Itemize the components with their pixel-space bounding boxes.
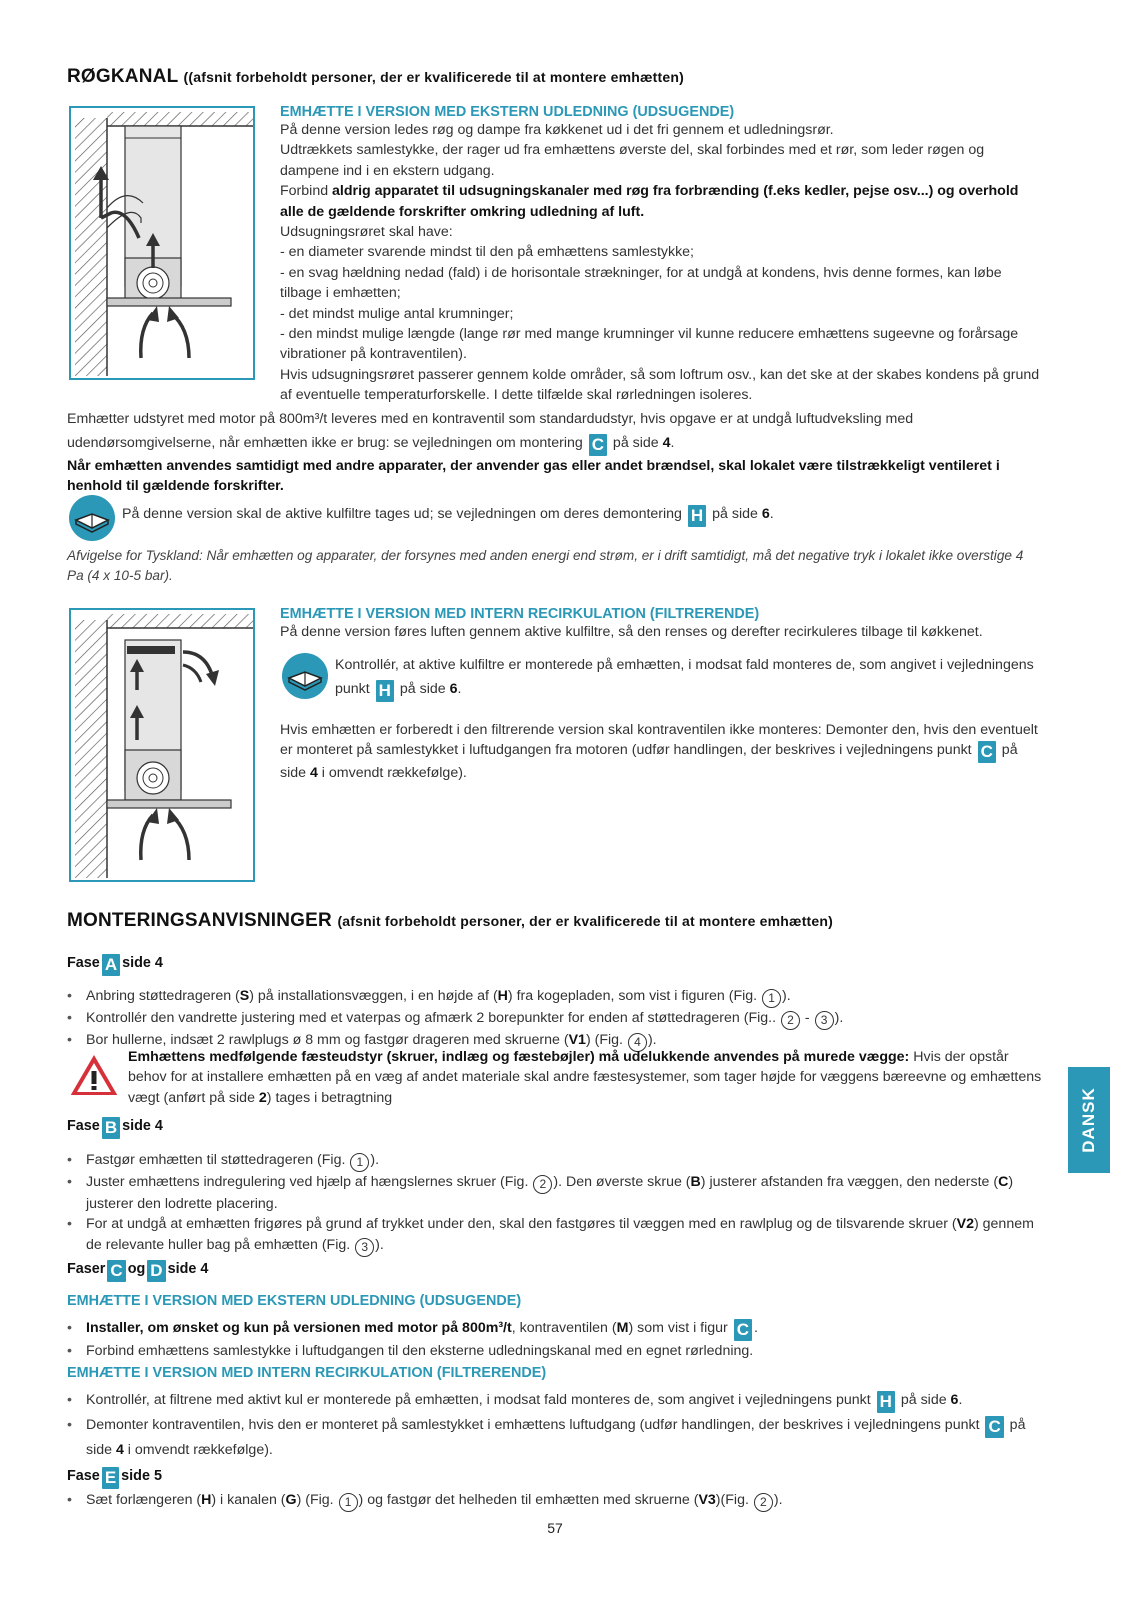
recirculation-diagram	[71, 610, 253, 880]
phase-cd-recirculation-list	[67, 1390, 1042, 1462]
section-title-monteringsanvisninger	[67, 910, 833, 932]
wall-fixing-warning: Emhættens medfølgende fæsteudstyr (skruer, indlæg og fæstebøjler) må udelukkende anvendes på murede vægge: Hvis der opstår behov for at installere emhætten på en væg af andet materiale skal andre fæstesystemer, som tager højde for væggens bæreevne og emhættens vægt (anført på side 2) tages i betragtning	[128, 1049, 1042, 1106]
ventilation-warning: Når emhætten anvendes samtidigt med andre apparater, der anvender gas eller andet brændsel, skal lokalet være tilstrækkeligt ventileret i henhold til gældende forskrifter.	[67, 458, 1000, 495]
paragraph: Udsugningsrøret skal have:	[280, 224, 453, 241]
phase-badge: H	[688, 505, 706, 527]
phase-badge: C	[734, 1319, 752, 1341]
list-item: • Fastgør emhætten til støttedrageren (Fig. 1 ).	[67, 1150, 1042, 1172]
figure-number: 3	[355, 1238, 374, 1257]
phase-a-list	[67, 986, 1042, 1052]
title-text: MONTERINGSANVISNINGER	[67, 910, 332, 931]
phase-badge: B	[102, 1117, 120, 1139]
phase-badge: C	[985, 1416, 1003, 1438]
carbon-filter-note: På denne version skal de aktive kulfiltre tages ud; se vejledningen om deres demontering H på side 6.	[122, 506, 774, 525]
title-note: (afsnit forbeholdt personer, der er kvalificerede til at montere emhætten)	[337, 913, 834, 929]
phase-cd-external-list	[67, 1318, 1042, 1361]
paragraph: Forbind aldrig apparatet til udsugningskanaler med røg fra forbrænding (f.eks kedler, pejse osv...) og overhold alle de gældende forskrifter omkring udledning af luft.	[280, 183, 1019, 220]
figure-number: 4	[628, 1033, 647, 1052]
requirement-item: - en diameter svarende mindst til den på emhættens samlestykke;	[280, 244, 694, 261]
requirement-item: - det mindst mulige antal krumninger;	[280, 305, 514, 322]
phase-badge: A	[102, 954, 120, 976]
phase-a-heading: Fase A side 4	[67, 955, 163, 974]
list-item: • For at undgå at emhætten frigøres på grund af trykket under den, skal den fastgøres til væggen med en rawlplug og de tilsvarende skruer (V2) gennem de relevante huller bag på emhætten (Fig. 3 ).	[67, 1214, 1042, 1256]
phase-badge: D	[147, 1260, 165, 1282]
title-note: ((afsnit forbeholdt personer, der er kvalificerede til at montere emhætten)	[183, 69, 684, 85]
recirculation-valve-paragraph: Hvis emhætten er forberedt i den filtrerende version skal kontraventilen ikke monteres: Demonter den, hvis den eventuelt er monteret på samlestykket i luftudgangen fra motoren (udfør handlingen, der beskrives i vejledningens punkt C på side 4 i omvendt rækkefølge).	[280, 722, 1038, 782]
list-item: • Demonter kontraventilen, hvis den er monteret på samlestykket i emhættens luftudgang (udfør handlingen, der beskrives i vejledningens punkt C på side 4 i omvendt rækkefølge).	[67, 1413, 1042, 1462]
figure-recirculation	[69, 608, 255, 882]
figure-external-exhaust	[69, 106, 255, 380]
germany-exception: Afvigelse for Tyskland: Når emhætten og apparater, der forsynes med anden energi end strøm, er i drift samtidigt, må det negative tryk i lokalet ikke overstige 4 Pa (4 x 10-5 bar).	[67, 548, 1024, 583]
list-item: • Anbring støttedrageren (S) på installationsvæggen, i en højde af (H) fra kogepladen, som vist i figuren (Fig. 1 ).	[67, 986, 1042, 1008]
phase-b-heading: Fase B side 4	[67, 1118, 163, 1137]
phase-badge: H	[376, 680, 394, 702]
paragraph: Hvis udsugningsrøret passerer gennem kolde områder, så som loftrum osv., kan det ske at der skabes kondens på grund af eventuelle temperaturforskelle. I dette tilfælde skal rørledningen isoleres.	[280, 366, 1040, 404]
paragraph: På denne version føres luften gennem aktive kulfiltre, så den renses og derefter recirkuleres tilbage til køkkenet.	[280, 624, 983, 640]
figure-number: 3	[815, 1011, 834, 1030]
figure-number: 1	[339, 1493, 358, 1512]
phase-b-list	[67, 1150, 1042, 1257]
list-item: • Sæt forlængeren (H) i kanalen (G) (Fig. 1 ) og fastgør det helheden til emhætten med skruerne (V3)(Fig. 2 ).	[67, 1490, 1042, 1512]
recirculation-heading: EMHÆTTE I VERSION MED INTERN RECIRKULATION (FILTRERENDE)	[280, 606, 760, 622]
recirculation-text	[280, 606, 1042, 642]
language-label: DANSK	[1079, 1087, 1098, 1153]
phase-badge: C	[589, 434, 607, 456]
list-item: • Kontrollér den vandrette justering med et vaterpas og afmærk 2 borepunkter for enden af støttedrageren (Fig.. 2 - 3 ).	[67, 1008, 1042, 1030]
figure-number: 2	[533, 1175, 552, 1194]
phase-e-list	[67, 1490, 1042, 1512]
title-text: RØGKANAL	[67, 66, 179, 87]
phase-badge: C	[978, 741, 996, 763]
paragraph: Udtrækkets samlestykke, der rager ud fra emhættens øverste del, skal forbindes med et rør, som leder røgen og dampene ind i en ekstern udgang.	[280, 142, 985, 179]
book-icon	[281, 652, 329, 700]
paragraph: På denne version ledes røg og dampe fra køkkenet ud i det fri gennem et udledningsrør.	[280, 122, 834, 138]
check-valve-paragraph: Emhætter udstyret med motor på 800m³/t leveres med en kontraventil som standardudstyr, hvis opgave er at undgå luftudveksling med udendørsomgivelserne, når emhætten ikke er brug: se vejledningen om montering C på side 4. Når emhætten anvendes samtidigt med andre apparater, der anvender gas eller andet brændsel, skal lokalet være tilstrækkeligt ventileret i henhold til gældende forskrifter.	[67, 407, 1042, 497]
requirement-item: - den mindst mulige længde (lange rør med mange krumninger vil kunne reducere emhættens sugeevne og forårsage vibrationer på kontraventilen).	[280, 326, 1019, 363]
phase-e-heading: Fase E side 5	[67, 1468, 162, 1487]
figure-number: 2	[781, 1011, 800, 1030]
page-number: 57	[547, 1520, 563, 1536]
list-item: • Bor hullerne, indsæt 2 rawlplugs ø 8 mm og fastgør drageren med skruerne (V1) (Fig. 4 ).	[67, 1030, 1042, 1052]
phase-badge: C	[107, 1260, 125, 1282]
phase-badge: E	[102, 1467, 119, 1489]
install-external-heading: EMHÆTTE I VERSION MED EKSTERN UDLEDNING (UDSUGENDE)	[67, 1293, 522, 1309]
list-item: • Forbind emhættens samlestykke i luftudgangen til den eksterne udledningskanal med en egnet rørledning.	[67, 1341, 1042, 1361]
recirculation-filter-note: Kontrollér, at aktive kulfiltre er monterede på emhætten, i modsat fald monteres de, som angivet i vejledningens punkt H på side 6.	[335, 657, 1034, 700]
external-exhaust-diagram	[71, 108, 253, 378]
figure-number: 2	[754, 1493, 773, 1512]
warning-icon	[66, 1050, 122, 1100]
list-item: • Juster emhættens indregulering ved hjælp af hængslernes skruer (Fig. 2 ). Den øverste skrue (B) justerer afstanden fra væggen, den nederste (C) justerer den lodrette placering.	[67, 1172, 1042, 1214]
phase-cd-heading: Faser C og D side 4	[67, 1261, 209, 1280]
section-title-roegkanal	[67, 66, 684, 88]
list-item: • Kontrollér, at filtrene med aktivt kul er monterede på emhætten, i modsat fald monteres de, som angivet i vejledningens punkt H på side 6.	[67, 1390, 1042, 1413]
figure-number: 1	[350, 1153, 369, 1172]
requirement-item: - en svag hældning nedad (fald) i de horisontale strækninger, for at undgå at kondens, hvis denne formes, kan løbe tilbage i emhætten;	[280, 264, 1002, 302]
external-exhaust-heading: EMHÆTTE I VERSION MED EKSTERN UDLEDNING (UDSUGENDE)	[280, 104, 735, 120]
language-side-tab	[1068, 1067, 1110, 1173]
phase-badge: H	[877, 1391, 895, 1413]
install-recirculation-heading: EMHÆTTE I VERSION MED INTERN RECIRKULATION (FILTRERENDE)	[67, 1365, 547, 1381]
book-icon	[68, 494, 116, 542]
figure-number: 1	[762, 989, 781, 1008]
external-exhaust-text	[280, 104, 1042, 406]
list-item: • Installer, om ønsket og kun på versionen med motor på 800m³/t, kontraventilen (M) som vist i figur C .	[67, 1318, 1042, 1341]
